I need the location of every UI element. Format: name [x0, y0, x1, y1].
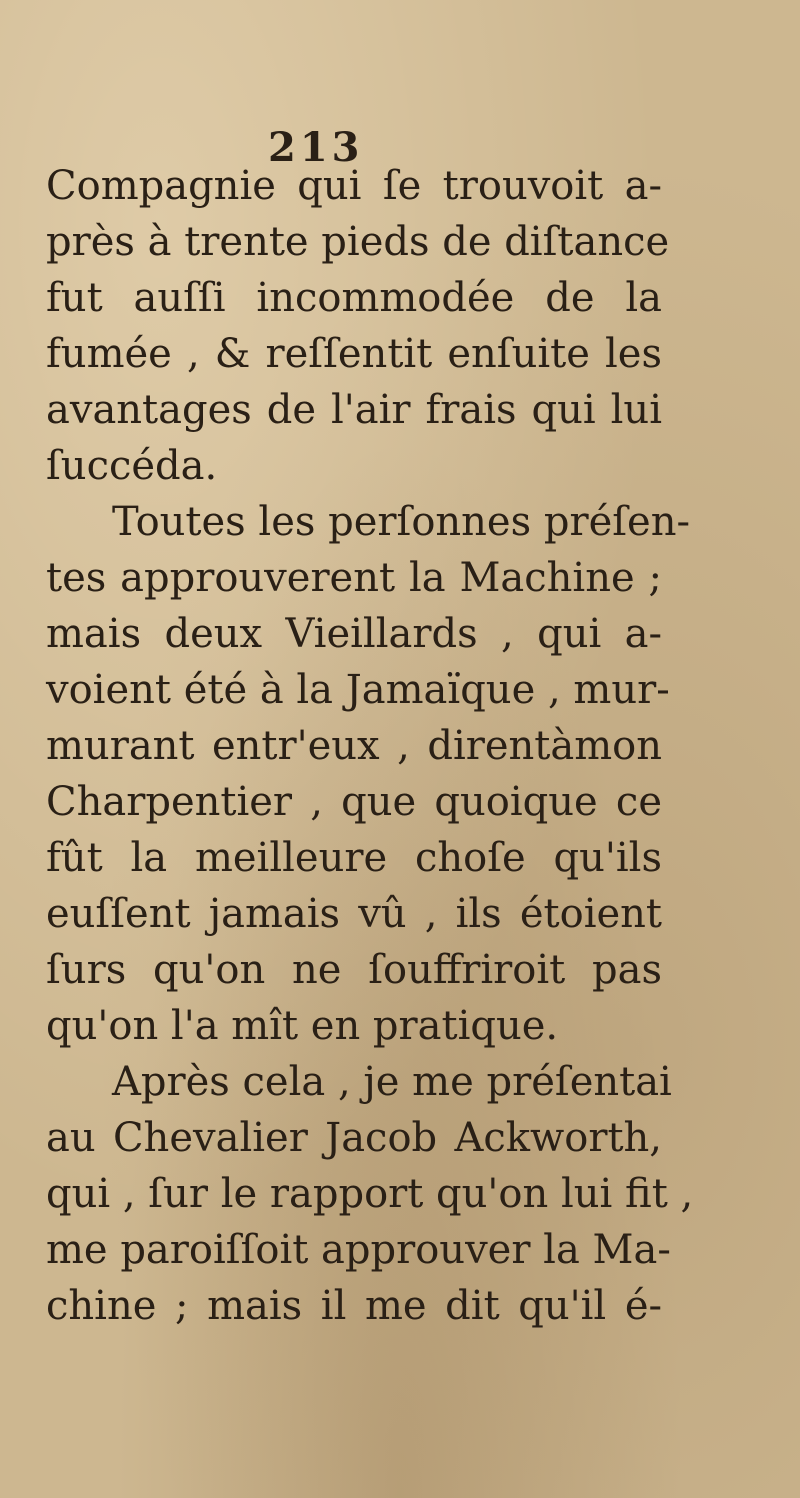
text-line: euſſent jamais vû , ils étoient — [46, 891, 662, 937]
text-line: tes approuverent la Machine ; — [46, 555, 662, 601]
body-text — [46, 158, 694, 1334]
text-line: mais deux Vieillards , qui a- — [46, 611, 662, 657]
text-line: voient été à la Jamaïque , mur- — [46, 667, 670, 713]
text-line: fumée , & reſſentit enſuite les — [46, 331, 662, 377]
text-line: Charpentier , que quoique ce — [46, 779, 662, 825]
text-line: chine ; mais il me dit qu'il é- — [46, 1283, 662, 1329]
text-line: fût la meilleure choſe qu'ils — [46, 835, 662, 881]
text-line: près à trente pieds de diſtance — [46, 219, 670, 265]
text-line: avantages de l'air frais qui lui — [46, 387, 662, 433]
text-line: qu'on l'a mît en pratique. — [46, 1003, 559, 1049]
text-line: ſurs qu'on ne ſouffriroit pas — [46, 947, 662, 993]
paragraph-start: Toutes les perſonnes préſen- — [112, 499, 690, 545]
text-line: Compagnie qui ſe trouvoit a- — [46, 163, 662, 209]
paragraph-start: Après cela , je me préſentai — [112, 1059, 672, 1105]
page-number: 213 — [268, 124, 364, 171]
text-line: murant entr'eux , direntàmon — [46, 723, 662, 769]
text-line: ſuccéda. — [46, 443, 218, 489]
text-line: fut auſſi incommodée de la — [46, 275, 662, 321]
text-line: qui , ſur le rapport qu'on lui fit , — [46, 1171, 694, 1217]
text-line: au Chevalier Jacob Ackworth, — [46, 1115, 662, 1161]
text-line: me paroiſſoit approuver la Ma- — [46, 1227, 671, 1273]
